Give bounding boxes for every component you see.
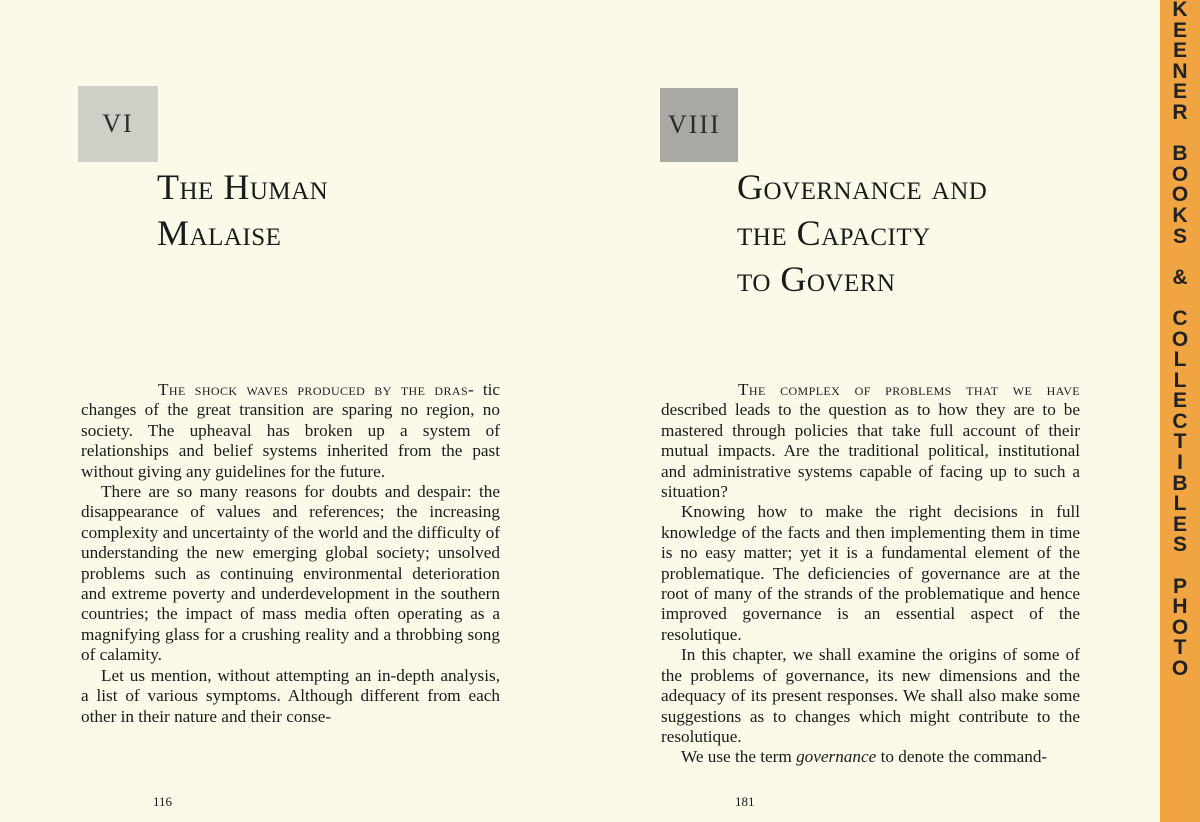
watermark-letter: O [1171,615,1189,639]
paragraph-right-1 [661,380,1080,502]
chapter-number-right: VIII [668,110,721,139]
chapter-title-right-line-1: Governance and [737,167,988,207]
chapter-title-left-line-1: The Human [157,167,329,207]
paragraph-left-3: Let us mention, without attempting an in-depth analysis, a list of various symptoms. Although different from each other in their nature and their conse- [81,665,500,726]
chapter-number-left: VI [102,109,134,138]
watermark-letter: E [1172,512,1187,536]
chapter-title-right-line-3: to Govern [737,259,896,299]
watermark-letter: B [1172,471,1188,495]
chapter-title-left-line-2: Malaise [157,213,282,253]
body-text-right [661,380,1080,768]
opening-smallcaps-right: The complex of problems that we have [738,380,1080,399]
watermark-letter: K [1172,203,1188,227]
watermark-letter: B [1172,142,1188,166]
paragraph-right-4-end: to denote the command- [876,747,1048,767]
watermark-letter: E [1172,18,1187,42]
watermark-letter: P [1172,574,1187,598]
right-page [585,0,1160,822]
watermark-letter: N [1172,59,1188,83]
watermark-letter: E [1172,80,1187,104]
term-governance: governance [796,747,877,767]
watermark-letter: S [1172,533,1187,557]
paragraph-left-2: There are so many reasons for doubts and despair: the disappearance of values and references; the increasing complexity and uncertainty of the world and the difficulty of understanding the new emerging global society; unsolved problems such as continuing environmental deterioration and extreme poverty and underdevelopment in the southern countries; the impact of mass media often operating as a magnifying glass for a crushing reality and a throbbing song of calamity. [81,482,500,665]
watermark-letter: & [1172,265,1188,289]
paragraph-right-4 [661,747,1080,767]
watermark-letter: L [1173,348,1187,372]
watermark-letter: K [1172,0,1188,21]
paragraph-right-3: In this chapter, we shall examine the origins of some of the problems of governance, its new dimensions and the adequacy of its present responses. We shall also make some suggestions as to changes which might contribute to the resolutique. [661,645,1080,746]
watermark-letter: R [1172,100,1188,124]
watermark-letter: E [1172,389,1187,413]
watermark-letter: L [1173,492,1187,516]
page-number-right: 181 [735,794,755,809]
paragraph-left-1 [81,380,500,482]
watermark-letter: E [1172,39,1187,63]
watermark-letter: H [1172,595,1188,619]
watermark-letter: O [1171,327,1189,351]
paragraph-left-1-rest: tic changes of the great transition are sparing no region, no society. The upheaval has broken up a system of relationships and belief systems inherited from the past without giving any guidelines for the future. [81,380,500,481]
watermark-letter: T [1173,636,1187,660]
watermark-letter: L [1173,368,1187,392]
watermark-letter: C [1172,306,1188,330]
watermark-letter: T [1173,430,1187,454]
left-page [0,0,585,822]
chapter-number-box-right [660,88,738,162]
paragraph-right-2: Knowing how to make the right decisions in full knowledge of the facts and then implementing them in time is no easy matter; yet it is a fundamental element of the problematique. The deficiencies of governance are at the root of many of the strands of the problematique and hence improved governance is an essential aspect of the resolutique. [661,502,1080,644]
paragraph-right-4-start: We use the term [681,747,797,767]
watermark-strip [1160,0,1200,822]
page-number-left: 116 [153,794,173,809]
chapter-title-right-line-2: the Capacity [737,213,931,253]
chapter-title-left [157,164,557,256]
chapter-number-box-left [78,86,158,162]
body-text-left [81,380,500,727]
chapter-title-right [737,164,1137,302]
watermark-letter: O [1171,162,1189,186]
watermark-letter: C [1172,409,1188,433]
watermark-letter: S [1172,224,1187,248]
opening-smallcaps-left: The shock waves produced by the dras- [158,380,475,399]
watermark-letter: O [1171,183,1189,207]
watermark-letter: I [1177,451,1183,475]
paragraph-right-1-rest: described leads to the question as to how they are to be mastered through policies that take full account of their mutual impacts. Are the traditional political, institutional and administrative systems capable of facing up to such a situation? [661,400,1080,502]
watermark-letter: O [1171,657,1189,680]
